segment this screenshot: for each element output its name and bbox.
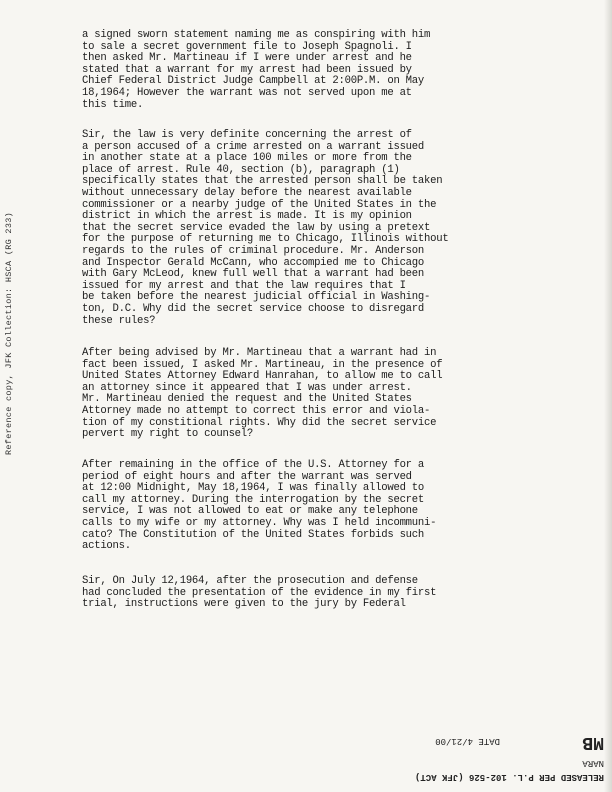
release-stamp-act: RELEASED PER P.L. 102-526 (JFK ACT) bbox=[414, 772, 604, 782]
reference-copy-stamp: Reference copy, JFK Collection: HSCA (RG 233) bbox=[4, 211, 14, 455]
paragraph-4: After remaining in the office of the U.S. Attorney for a period of eight hours and after the warrant was served at 12:00 Midnight, May 18,1964, I was finally allowed to call my attorney. During the interrogation by the secret service, I was not allowed to eat or make any telephone calls to my wife or my attorney. Why was I held incommuni- cato? The Constitution of the United States forbids such actions. bbox=[82, 459, 437, 553]
paragraph-3: After being advised by Mr. Martineau that a warrant had in fact been issued, I asked Mr. Martineau, in the presence of United States Attorney Edward Hanrahan, to allow me to call an attorney since it appeared that I was under arrest. Mr. Martineau denied the request and the United States Attorney made no attempt to correct this error and viola- tion of my constitional rights. Why did the secret service pervert my right to counsel? bbox=[82, 347, 443, 441]
paragraph-5: Sir, On July 12,1964, after the prosecution and defense had concluded the presentation of the evidence in my first trial, instructions were given to the jury by Federal bbox=[82, 575, 437, 611]
paragraph-1: a signed sworn statement naming me as conspiring with him to sale a secret government file to Joseph Spagnoli. I then asked Mr. Martineau if I were under arrest and he stated that a warrant for my arrest had been issued by Chief Federal District Judge Campbell at 2:00P.M. on May 18,1964; However the warrant was not served upon me at this time. bbox=[82, 29, 431, 111]
release-stamp bbox=[372, 722, 610, 788]
release-stamp-initials: MB bbox=[582, 732, 604, 752]
release-stamp-agency: NARA bbox=[582, 758, 604, 768]
release-stamp-date: DATE 4/21/00 bbox=[435, 736, 500, 746]
paragraph-2: Sir, the law is very definite concerning the arrest of a person accused of a crime arrested on a warrant issued in another state at a place 100 miles or more from the place of arrest. Rule 40, section (b), paragraph (1) specifically states that the arrested person shall be taken without unnecessary delay before the nearest available commissioner or a nearby judge of the United States in the district in which the arrest is made. It is my opinion that the secret service evaded the law by using a pretext for the purpose of returning me to Chicago, Illinois without regards to the rules of criminal procedure. Mr. Anderson and Inspector Gerald McCann, who accompied me to Chicago with Gary McLeod, knew full well that a warrant had been issued for my arrest and that the law requires that I be taken before the nearest judicial official in Washing- ton, D.C. Why did the secret service choose to disregard these rules? bbox=[82, 129, 449, 327]
scan-edge-shadow bbox=[604, 0, 612, 792]
